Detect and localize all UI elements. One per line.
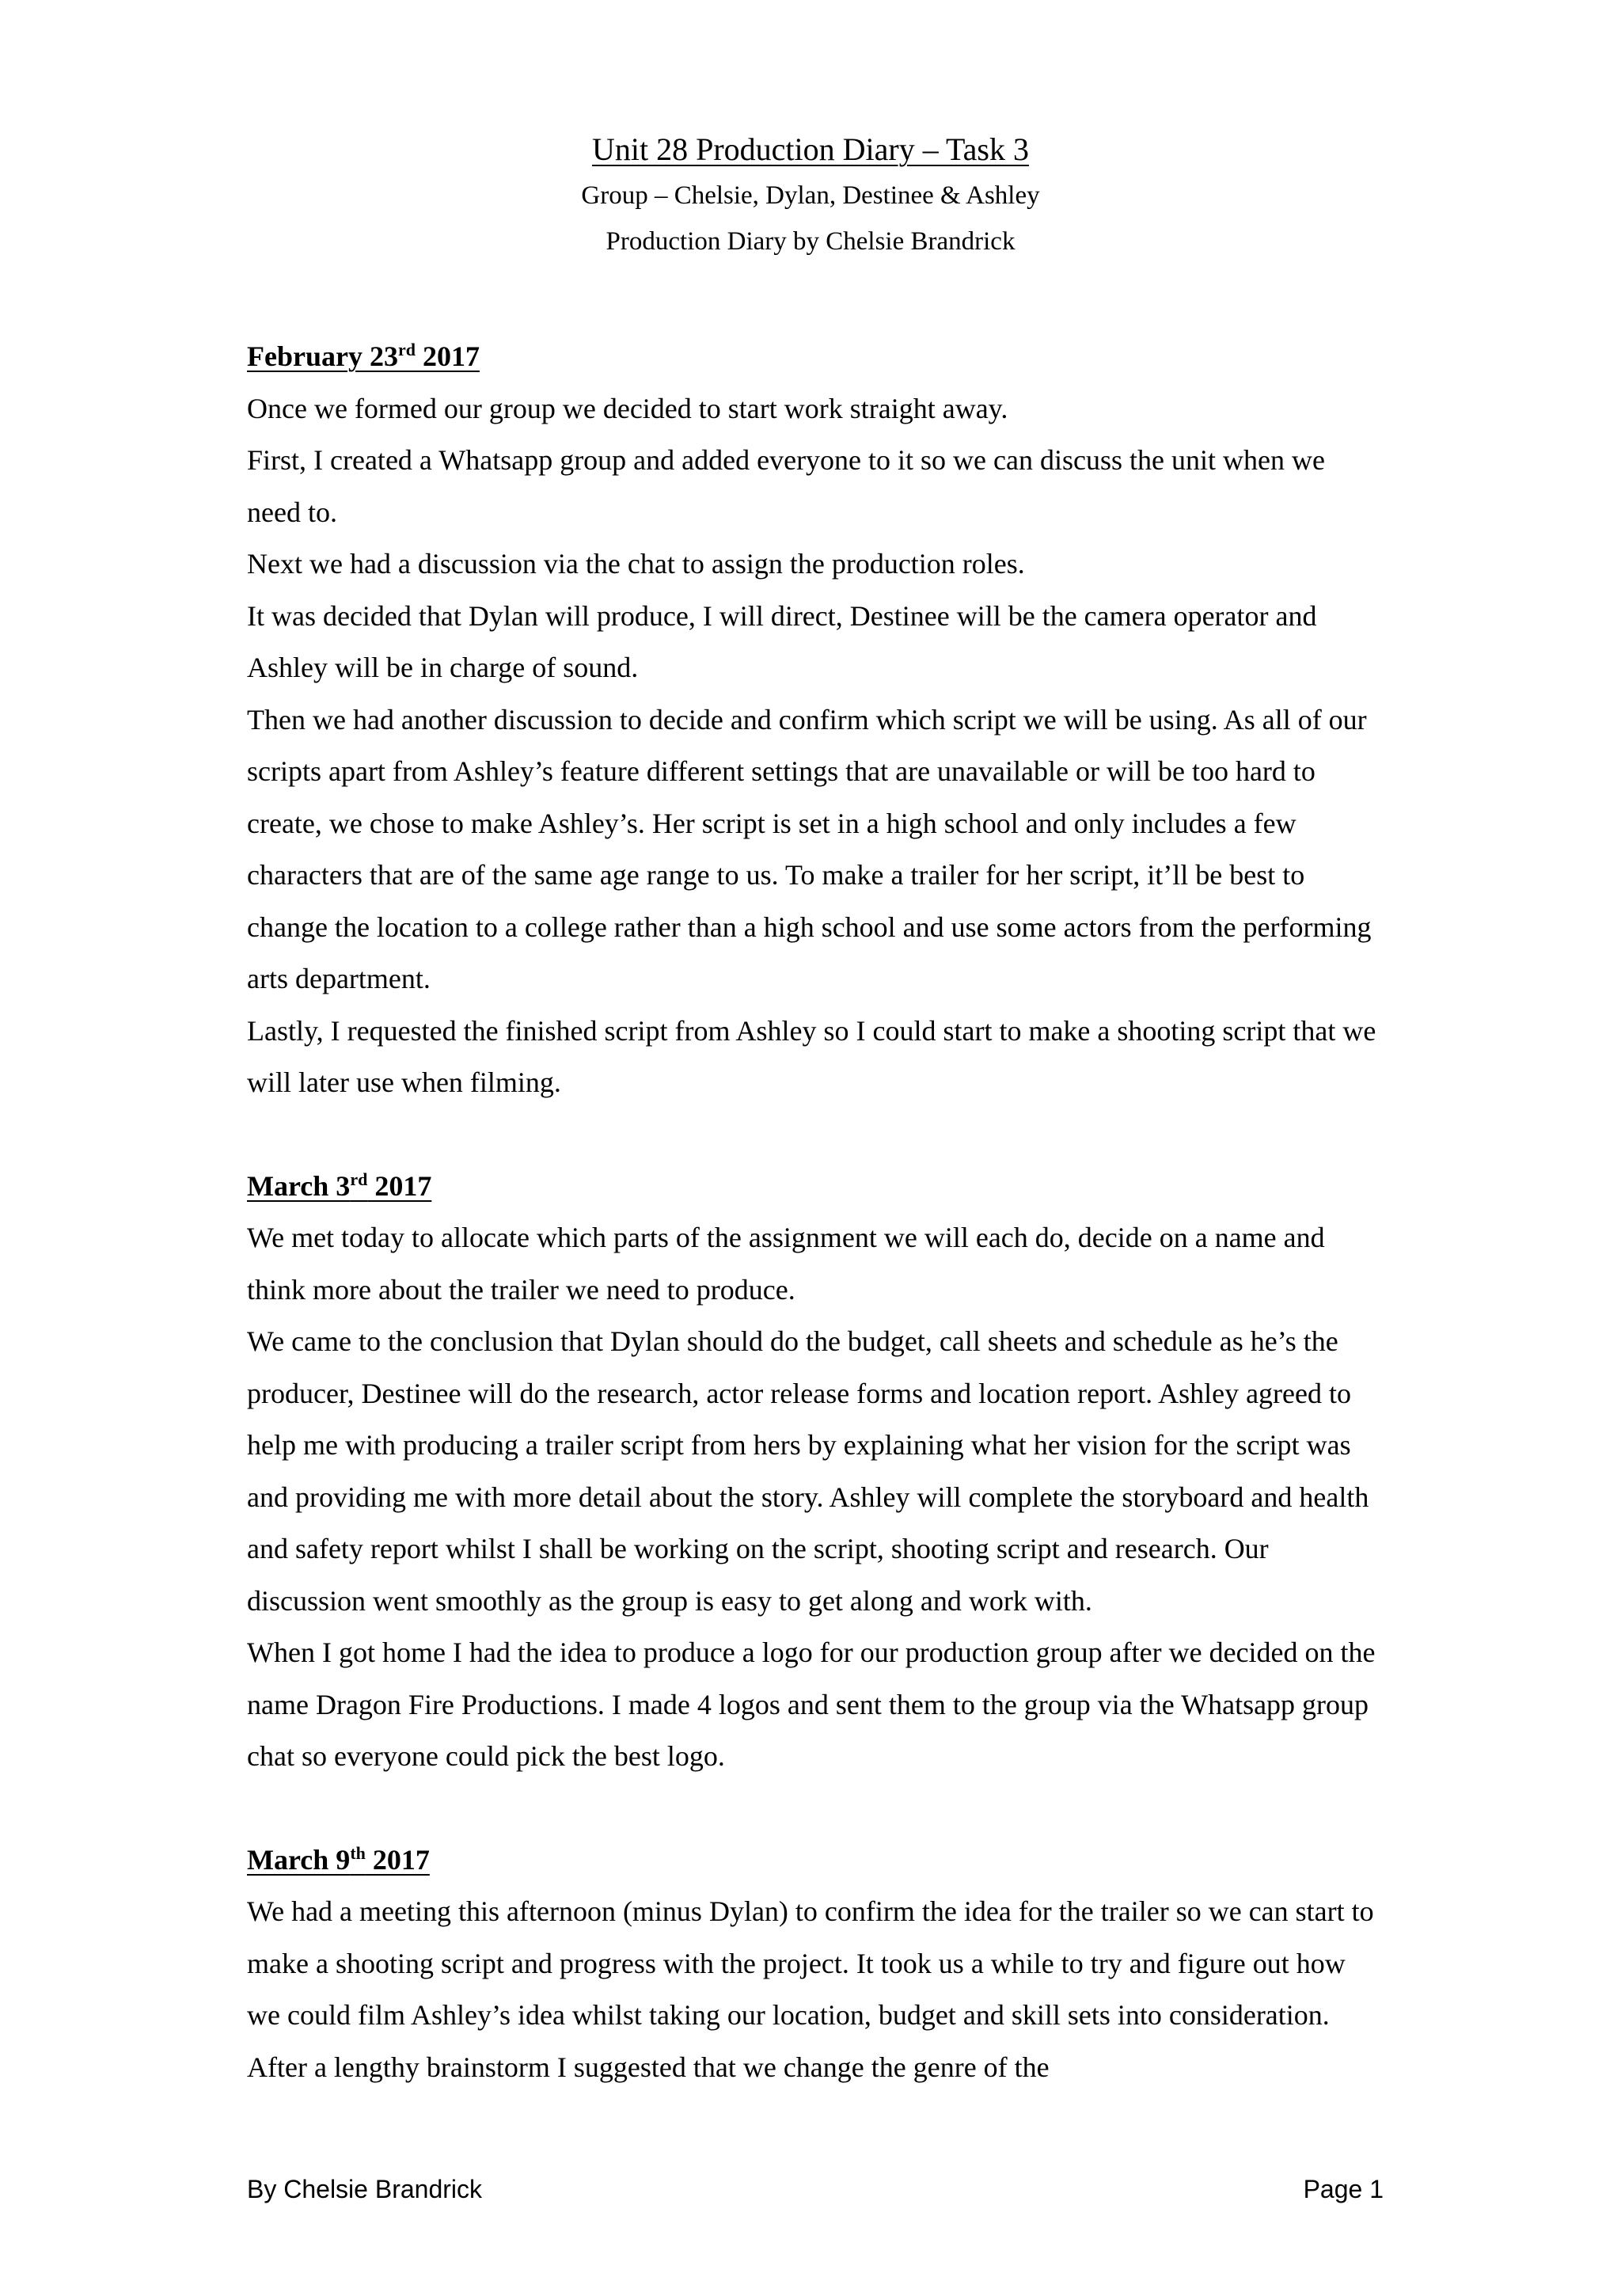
entry-date: February 23rd 2017 xyxy=(247,340,480,372)
entry-date: March 3rd 2017 xyxy=(247,1169,432,1202)
entry-date: March 9th 2017 xyxy=(247,1842,430,1876)
footer-author: By Chelsie Brandrick xyxy=(247,2175,482,2203)
diary-entry xyxy=(247,1834,1384,2094)
entry-paragraph: We met today to allocate which parts of the assignment we will each do, decide on a name and think more about the trailer we need to produce. xyxy=(247,1222,1325,1306)
entry-paragraph: Then we had another discussion to decide and confirm which script we will be using. As all of our scripts apart from Ashley’s feature different settings that are unavailable or will be too hard to create, we chose to make Ashley’s. Her script is set in a high school and only includes a few characters that are of the same age range to us. To make a trailer for her script, it’ll be best to change the location to a college rather than a high school and use some actors from the performing arts department. xyxy=(247,703,1372,994)
footer-page-number: Page 1 xyxy=(1303,2175,1384,2203)
group-members: Group – Chelsie, Dylan, Destinee & Ashley xyxy=(581,181,1040,210)
document-header xyxy=(0,127,1621,264)
entry-paragraph: We had a meeting this afternoon (minus Dylan) to confirm the idea for the trailer so we can start to make a shooting script and progress with the project. It took us a while to try and figure out how we could film Ashley’s idea whilst taking our location, budget and skill sets into consideration. After a lengthy brainstorm I suggested that we change the genre of the xyxy=(247,1895,1374,2083)
diary-byline: Production Diary by Chelsie Brandrick xyxy=(606,227,1015,256)
diary-entry xyxy=(247,1161,1384,1783)
document-title: Unit 28 Production Diary – Task 3 xyxy=(592,131,1029,167)
diary-entry xyxy=(247,331,1384,1109)
entry-paragraph: We came to the conclusion that Dylan should do the budget, call sheets and schedule as he’s the producer, Destinee will do the research, actor release forms and location report. Ashley agreed to help me with producing a trailer script from hers by explaining what her vision for the script was and providing me with more detail about the story. Ashley will complete the storyboard and health and safety report whilst I shall be working on the script, shooting script and research. Our discussion went smoothly as the group is easy to get along and work with. xyxy=(247,1325,1369,1617)
entry-paragraph: It was decided that Dylan will produce, I will direct, Destinee will be the camera operator and Ashley will be in charge of sound. xyxy=(247,599,1317,683)
diary-body xyxy=(247,331,1384,2145)
entry-paragraph: Lastly, I requested the finished script from Ashley so I could start to make a shooting script that we will later use when filming. xyxy=(247,1014,1376,1098)
entry-paragraph: When I got home I had the idea to produce a logo for our production group after we decided on the name Dragon Fire Productions. I made 4 logos and sent them to the group via the Whatsapp group chat so everyone could pick the best logo. xyxy=(247,1636,1376,1772)
entry-paragraph: Next we had a discussion via the chat to assign the production roles. xyxy=(247,548,1025,580)
entry-paragraph: First, I created a Whatsapp group and added everyone to it so we can discuss the unit when we need to. xyxy=(247,444,1325,528)
entry-paragraph: Once we formed our group we decided to start work straight away. xyxy=(247,392,1008,424)
